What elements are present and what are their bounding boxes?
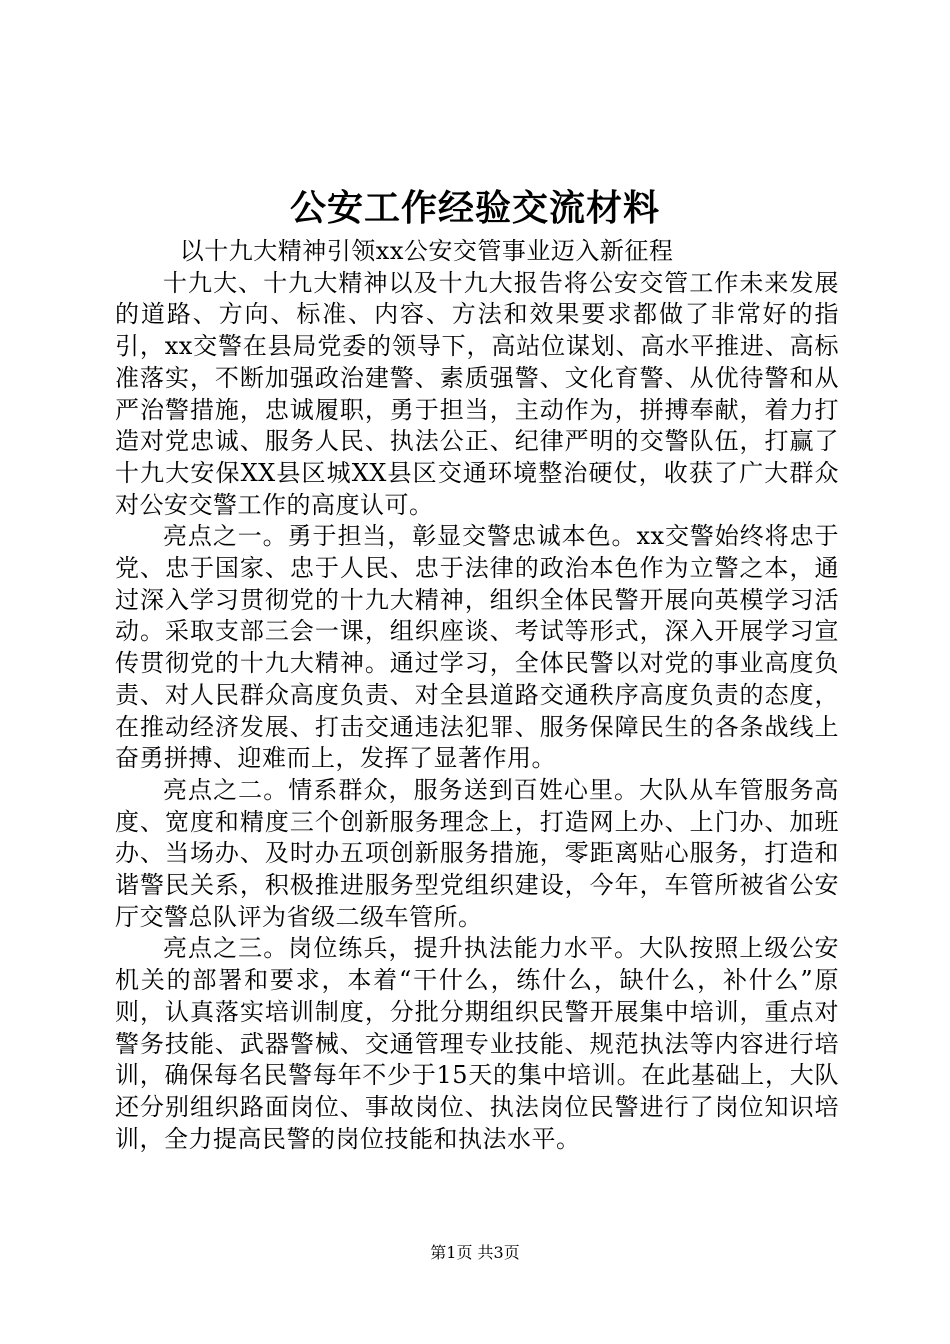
document-subtitle: 以十九大精神引领xx公安交管事业迈入新征程 <box>179 237 674 265</box>
paragraph-intro: 十九大、十九大精神以及十九大报告将公安交管工作未来发展的道路、方向、标准、内容、方法和效果要求都做了非常好的指引，xx交警在县局党委的领导下，高站位谋划、高水平推进、高标准落实，不断加强政治建警、素质强警、文化育警、从优待警和从严治警措施，忠诚履职，勇于担当，主动作为，拼搏奉献，着力打造对党忠诚、服务人民、执法公正、纪律严明的交警队伍，打赢了十九大安保XX县区城XX县区交通环境整治硬仗，收获了广大群众对公安交警工作的高度认可。 <box>115 268 839 519</box>
paragraph-highlight-1: 亮点之一。勇于担当，彰显交警忠诚本色。xx交警始终将忠于党、忠于国家、忠于人民、忠于法律的政治本色作为立警之本，通过深入学习贯彻党的十九大精神，组织全体民警开展向英模学习活动。采取支部三会一课，组织座谈、考试等形式，深入开展学习宣传贯彻党的十九大精神。通过学习，全体民警以对党的事业高度负责、对人民群众高度负责、对全县道路交通秩序高度负责的态度，在推动经济发展、打击交通违法犯罪、服务保障民生的各条战线上奋勇拼搏、迎难而上，发挥了显著作用。 <box>115 522 839 773</box>
document-title: 公安工作经验交流材料 <box>289 187 660 229</box>
paragraph-highlight-3: 亮点之三。岗位练兵，提升执法能力水平。大队按照上级公安机关的部署和要求，本着“干什么，练什么，缺什么，补什么”原则，认真落实培训制度，分批分期组织民警开展集中培训，重点对警务技能、武器警械、交通管理专业技能、规范执法等内容进行培训，确保每名民警每年不少于15天的集中培训。在此基础上，大队还分别组织路面岗位、事故岗位、执法岗位民警进行了岗位知识培训，全力提高民警的岗位技能和执法水平。 <box>115 934 839 1153</box>
page-number-footer: 第1页 共3页 <box>430 1243 520 1262</box>
document-body <box>115 236 839 1155</box>
paragraph-highlight-2: 亮点之二。情系群众，服务送到百姓心里。大队从车管服务高度、宽度和精度三个创新服务理念上，打造网上办、上门办、加班办、当场办、及时办五项创新服务措施，零距离贴心服务，打造和谐警民关系，积极推进服务型党组织建设，今年，车管所被省公安厅交警总队评为省级二级车管所。 <box>115 775 839 931</box>
